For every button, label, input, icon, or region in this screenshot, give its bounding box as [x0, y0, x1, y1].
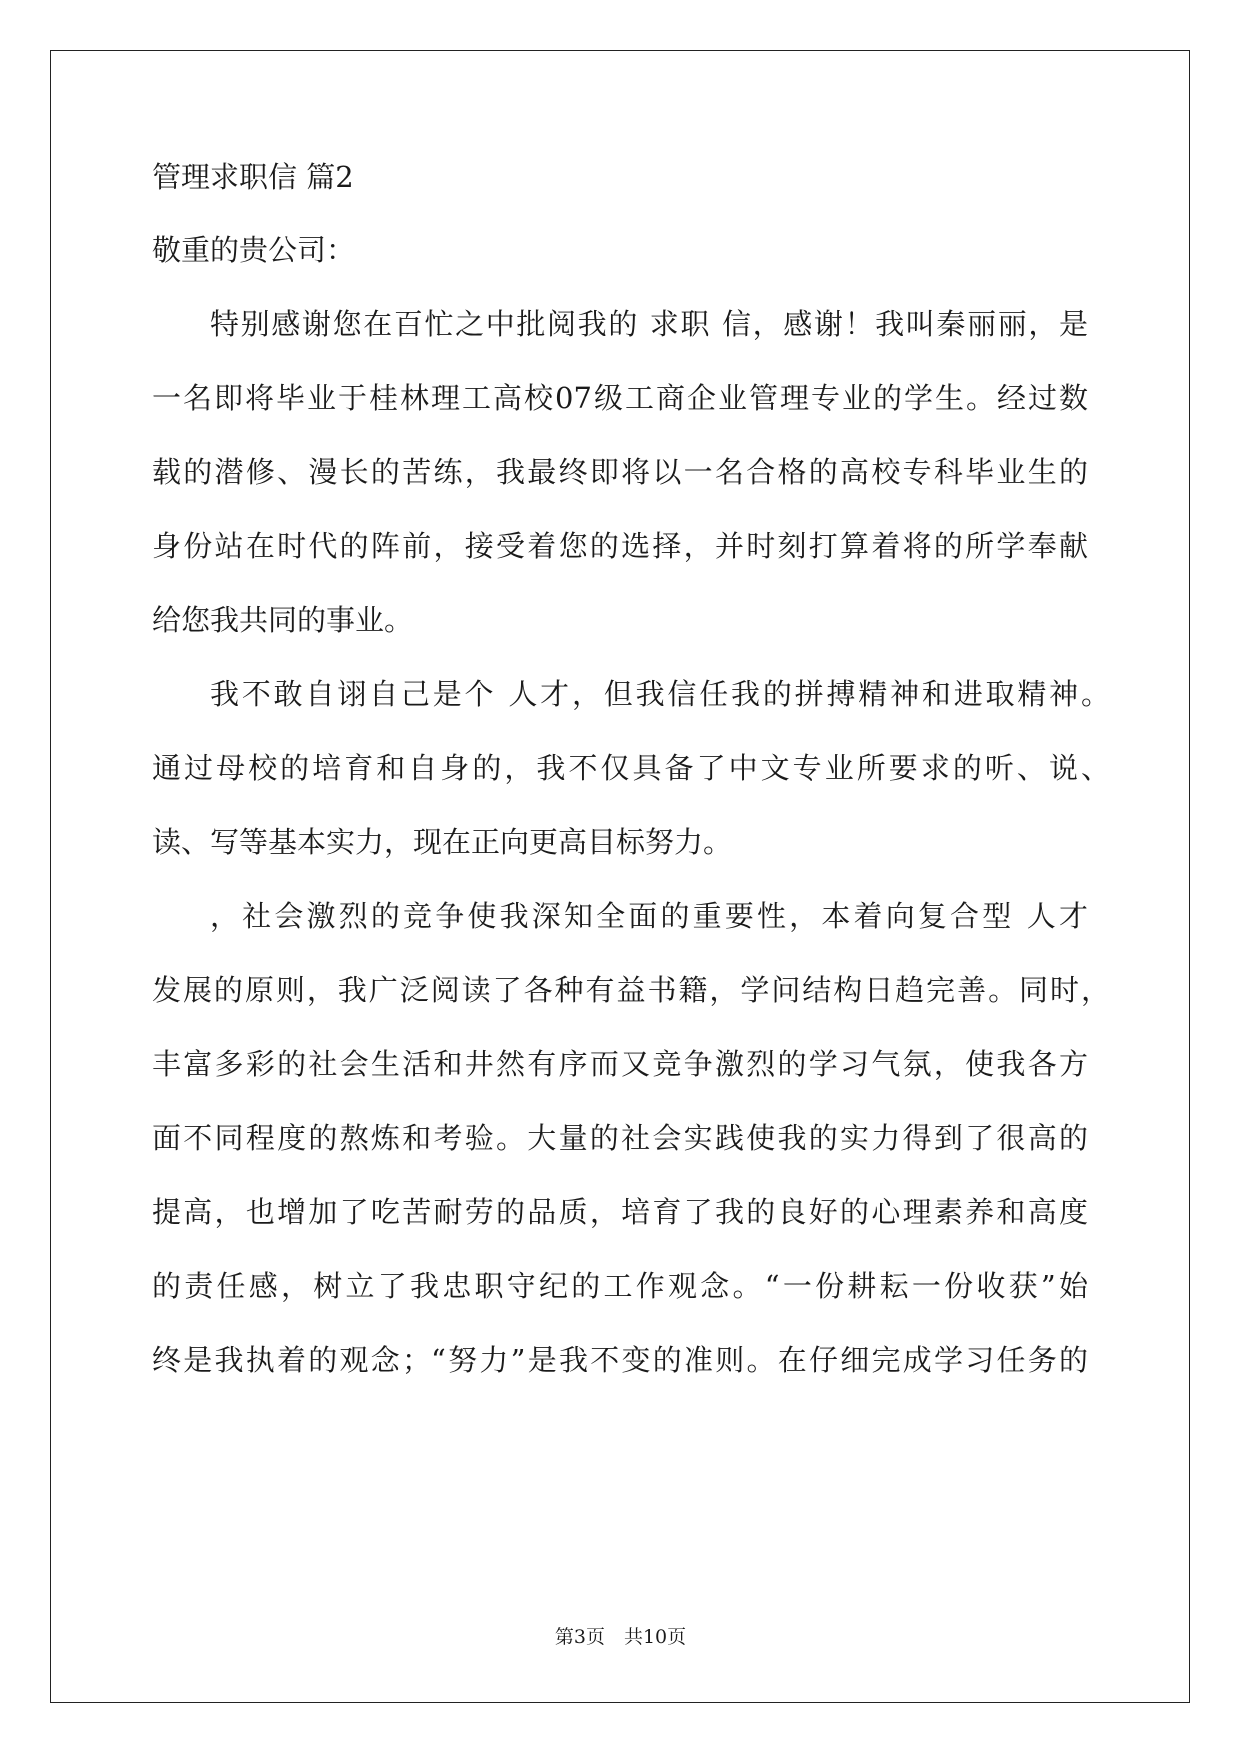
document-heading: 管理求职信 篇2 [152, 160, 354, 194]
paragraph-line: 读、写等基本实力，现在正向更高目标努力。 [152, 825, 733, 859]
paragraph-line: 提高，也增加了吃苦耐劳的品质，培育了我的良好的心理素养和高度 [152, 1195, 1088, 1229]
paragraph-line: 终是我执着的观念；“努力”是我不变的准则。在仔细完成学习任务的 [152, 1343, 1088, 1377]
page-number: 第3页 共10页 [554, 1626, 687, 1648]
paragraph-line: 面不同程度的熬炼和考验。大量的社会实践使我的实力得到了很高的 [152, 1121, 1088, 1155]
salutation: 敬重的贵公司： [152, 233, 356, 267]
paragraph-line: 身份站在时代的阵前，接受着您的选择，并时刻打算着将的所学奉献 [152, 529, 1088, 563]
page-border [50, 50, 1190, 1703]
paragraph-line: 载的潜修、漫长的苦练，我最终即将以一名合格的高校专科毕业生的 [152, 455, 1088, 489]
paragraph-line: 一名即将毕业于桂林理工高校07级工商企业管理专业的学生。经过数 [152, 381, 1088, 415]
paragraph-line: 特别感谢您在百忙之中批阅我的 求职 信，感谢！我叫秦丽丽，是 [210, 307, 1088, 341]
paragraph-line: 发展的原则，我广泛阅读了各种有益书籍，学问结构日趋完善。同时， [152, 973, 1110, 1007]
paragraph-line: 我不敢自诩自己是个 人才，但我信任我的拼搏精神和进取精神。 [210, 677, 1110, 711]
paragraph-line: 给您我共同的事业。 [152, 603, 414, 637]
paragraph-line: 的责任感，树立了我忠职守纪的工作观念。“一份耕耘一份收获”始 [152, 1269, 1088, 1303]
paragraph-line: 通过母校的培育和自身的，我不仅具备了中文专业所要求的听、说、 [152, 751, 1110, 785]
paragraph-line: ，社会激烈的竞争使我深知全面的重要性，本着向复合型 人才 [210, 899, 1088, 933]
paragraph-line: 丰富多彩的社会生活和井然有序而又竞争激烈的学习气氛，使我各方 [152, 1047, 1088, 1081]
